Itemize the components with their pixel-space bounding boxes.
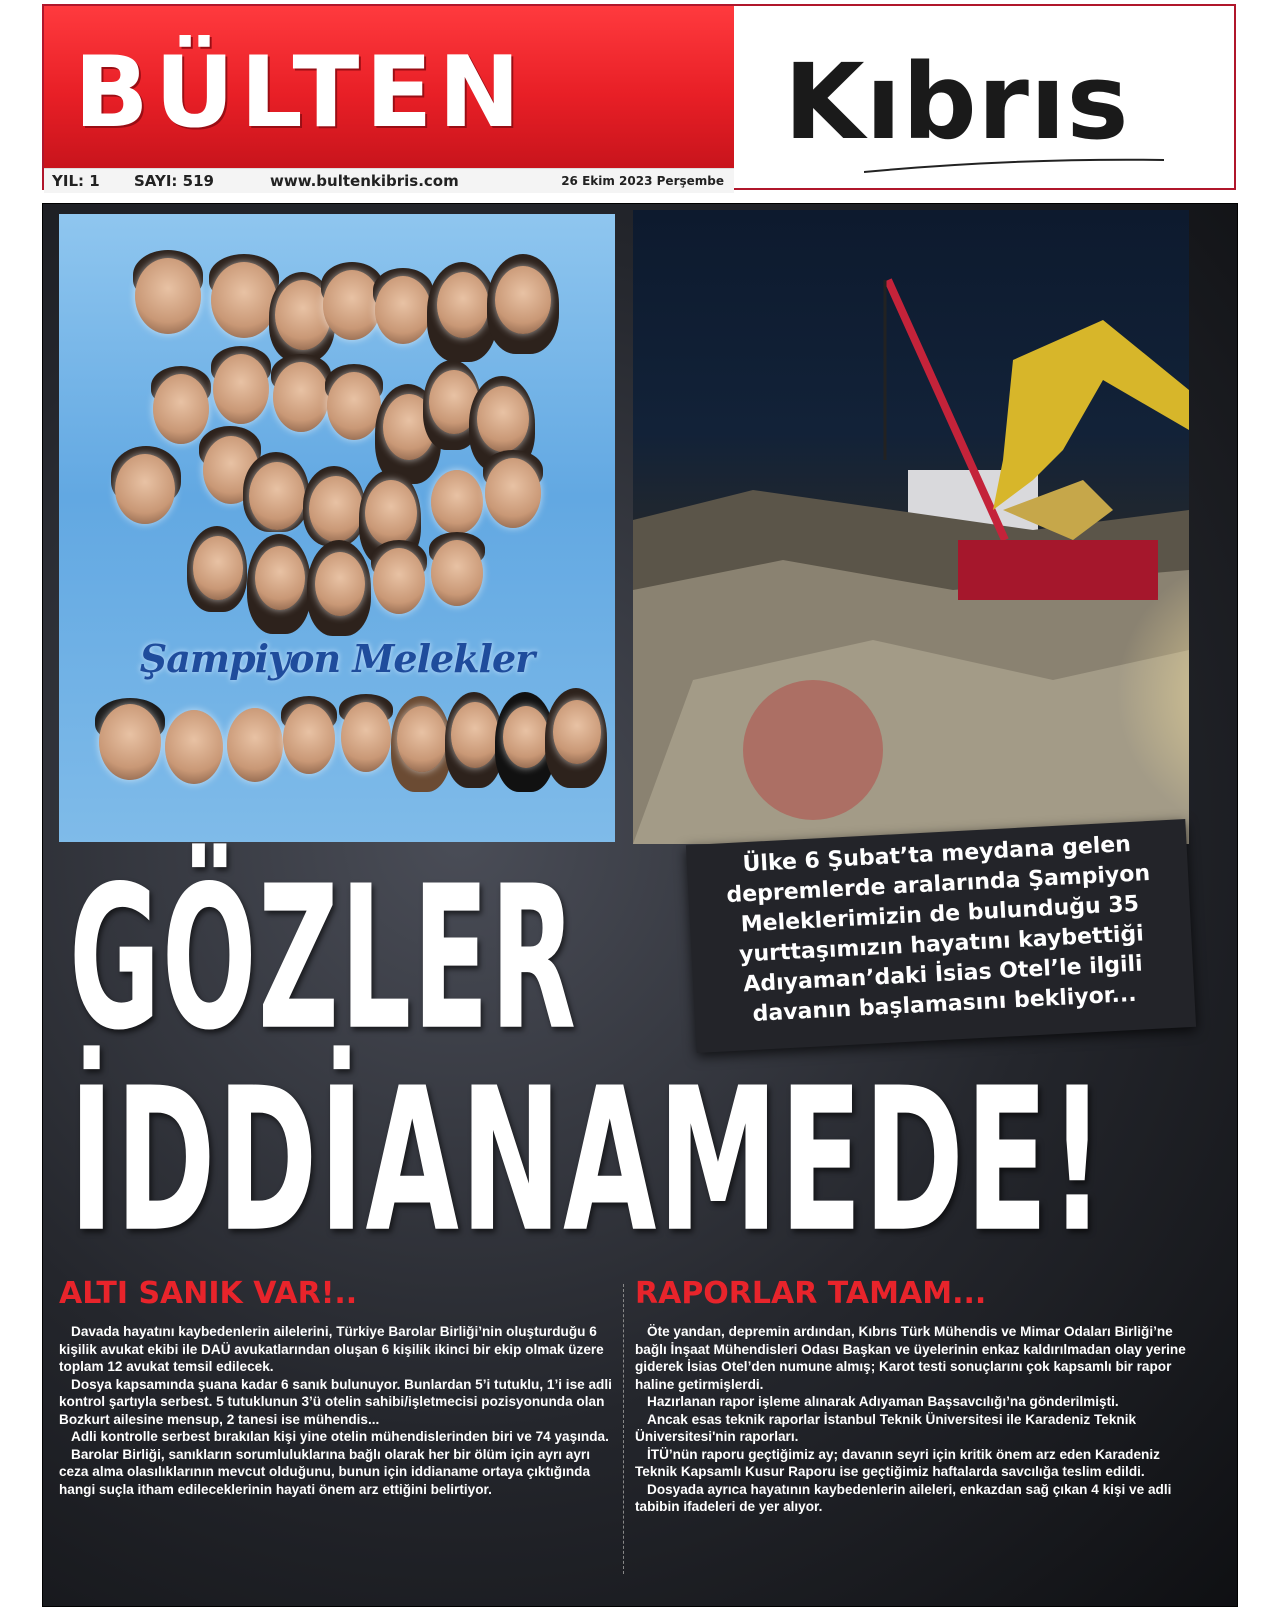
face-photo	[503, 706, 549, 768]
face-photo	[255, 546, 305, 610]
front-page-main	[42, 203, 1238, 1607]
rubble-scene	[633, 210, 1189, 844]
article-column-left	[59, 1276, 619, 1498]
issue-date: 26 Ekim 2023 Perşembe	[561, 174, 724, 188]
champion-angels-collage	[59, 214, 615, 842]
face-photo	[165, 710, 223, 784]
subheading-six-defendants: ALTI SANIK VAR!..	[59, 1276, 358, 1311]
issue-label: SAYI: 519	[134, 172, 214, 190]
article-paragraph: Öte yandan, depremin ardından, Kıbrıs Türk Mühendis ve Mimar Odaları Birliği’ne bağlı İnşaat Mühendisleri Odası Başkan ve üyelerinin enkaz kaldırılmadan olay yerine giderek İsias Otel’den numune almış; Karot testi sonuçlarını çok kapsamlı bir rapor haline getirmişlerdi.	[635, 1324, 1186, 1392]
article-column-right	[635, 1276, 1191, 1516]
face-photo	[437, 272, 489, 338]
face-photo	[273, 362, 329, 432]
face-photo	[327, 372, 381, 440]
face-photo	[153, 374, 209, 444]
masthead-info-strip	[44, 168, 734, 193]
newspaper-title-kibris: Kıbrıs	[784, 41, 1130, 163]
collage-caption: Şampiyon Melekler	[139, 636, 535, 681]
article-paragraph: Dosyada ayrıca hayatının kaybedenlerin aileleri, enkazdan sağ çıkan 4 kişi ve adli tabibin ifadeleri de yer alıyor.	[635, 1481, 1172, 1514]
subheading-reports-ready: RAPORLAR TAMAM...	[635, 1276, 987, 1311]
masthead-red-panel	[44, 6, 734, 168]
face-photo	[397, 706, 447, 772]
face-photo	[99, 704, 161, 780]
article-paragraph: Davada hayatını kaybedenlerin ailelerini, Türkiye Barolar Birliği’nin oluşturduğu 6 kişilik avukat ekibi ile DAÜ avukatlarından oluşan 6 kişilik ikinci bir ekip olmak üzere toplam 12 avukat temsil edilecek.	[59, 1324, 604, 1374]
face-photo	[283, 704, 335, 774]
article-paragraph: İTÜ’nün raporu geçtiğimiz ay; davanın seyri için kritik önem arz eden Karadeniz Teknik Kapsamlı Kusur Raporu ise geçtiğimiz haftalarda savcılığa teslim edildi.	[635, 1446, 1160, 1479]
face-photo	[213, 354, 269, 424]
face-photo	[553, 700, 601, 764]
face-photo	[323, 270, 381, 340]
article-paragraph: Dosya kapsamında şuana kadar 6 sanık bulunuyor. Bunlardan 5’i tutuklu, 1’i ise adli kontrol şartıyla serbest. 5 tutuklunun 3’ü otelin sahibi/işletmecisi pozisyonunda olan Bozkurt ailesine mensup, 2 tanesi ise mühendis...	[59, 1376, 612, 1427]
column-divider	[623, 1284, 624, 1574]
article-paragraph: Hazırlanan rapor işleme alınarak Adıyaman Başsavcılığı’na gönderilmişti.	[647, 1394, 1119, 1409]
face-photo	[495, 266, 551, 334]
face-photo	[431, 470, 483, 534]
face-photo	[227, 708, 283, 782]
face-photo	[485, 458, 541, 528]
face-photo	[309, 476, 363, 542]
earthquake-rubble-photo	[633, 210, 1189, 844]
face-photo	[373, 548, 425, 614]
face-photo	[451, 702, 499, 768]
face-photo	[365, 480, 417, 546]
face-photo	[477, 386, 529, 452]
article-paragraph: Adli kontrolle serbest bırakılan kişi yine otelin mühendislerinden biri ve 74 yaşında.	[71, 1429, 609, 1444]
headline-line-2: İDDİANAMEDE!	[69, 1044, 1107, 1276]
face-photo	[341, 702, 391, 772]
headline-line-1: GÖZLER	[69, 842, 578, 1074]
year-label: YIL: 1	[52, 172, 100, 190]
face-photo	[375, 276, 431, 344]
lead-summary-box	[686, 819, 1196, 1053]
swoosh-icon	[864, 156, 1164, 176]
face-photo	[315, 552, 365, 616]
face-photo	[193, 536, 243, 600]
face-photo	[249, 462, 305, 530]
website-link[interactable]: www.bultenkibris.com	[270, 172, 459, 190]
lead-summary-text: Ülke 6 Şubat’ta meydana gelen depremlerde aralarında Şampiyon Meleklerimizin de bulunduğu 35 yurttaşımızın hayatını kaybettiği Adıyaman’daki İsias Otel’le ilgili davanın başlamasını bekliyor...	[725, 831, 1151, 1027]
face-photo	[115, 454, 175, 524]
article-paragraph: Ancak esas teknik raporlar İstanbul Teknik Üniversitesi ile Karadeniz Teknik Üniversitesi'nin raporları.	[635, 1411, 1137, 1444]
face-photo	[211, 262, 277, 338]
watermark-stamp	[743, 680, 883, 820]
newspaper-title-bulten: BÜLTEN	[74, 36, 527, 150]
masthead	[42, 4, 1236, 190]
face-photo	[431, 540, 483, 606]
face-photo	[135, 258, 201, 334]
article-paragraph: Barolar Birliği, sanıkların sorumluluklarına bağlı olarak her bir ölüm için ayrı ayrı ceza alma olasılıklarının mevcut olduğunu, bunun için iddianame ortaya çıktığında hangi suçla itham edileceklerinin hayati önem arz ettiğini belirtiyor.	[59, 1446, 591, 1497]
